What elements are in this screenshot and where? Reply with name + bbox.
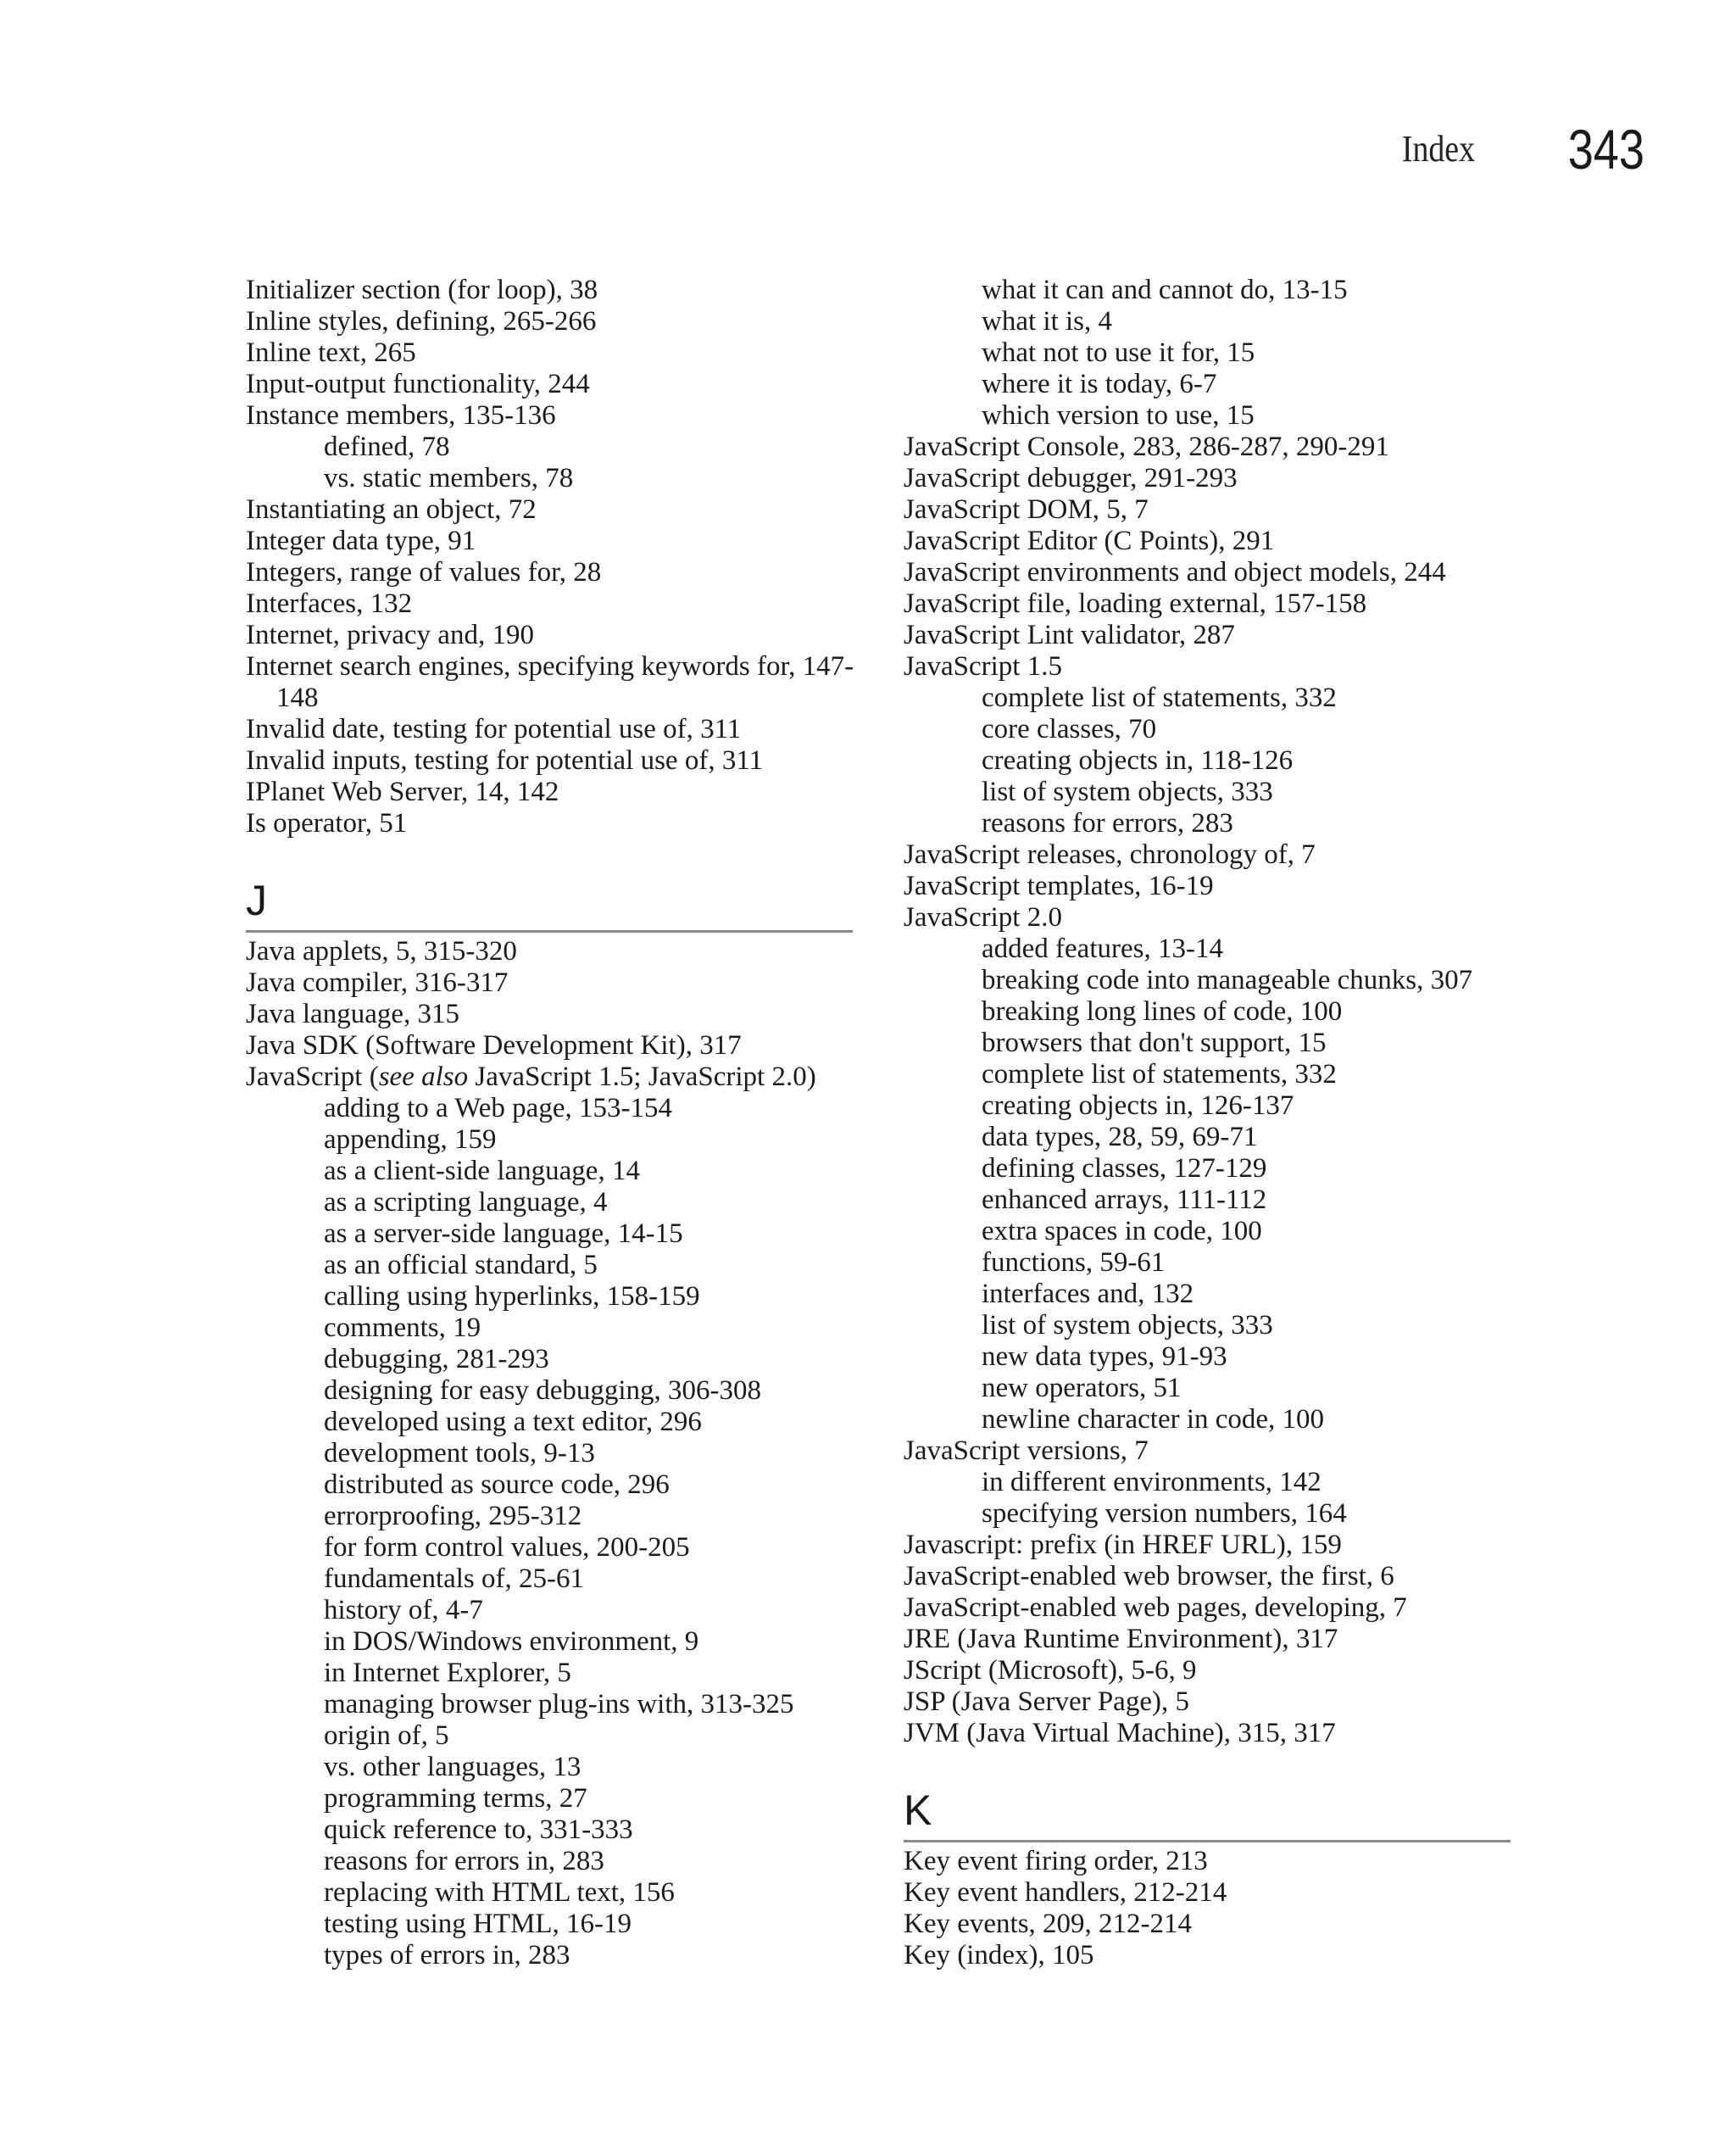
index-entry: JavaScript-enabled web pages, developing, 7	[904, 1592, 1407, 1623]
index-subentry: what it can and cannot do, 13-15	[982, 275, 1348, 305]
index-entry: JSP (Java Server Page), 5	[904, 1686, 1189, 1717]
index-subentry: programming terms, 27	[324, 1783, 587, 1814]
index-subentry: debugging, 281-293	[324, 1344, 549, 1374]
index-entry: Initializer section (for loop), 38	[246, 275, 598, 305]
index-entry: JavaScript Console, 283, 286-287, 290-291	[904, 432, 1389, 462]
index-entry: Key event firing order, 213	[904, 1846, 1208, 1876]
index-subentry: history of, 4-7	[324, 1595, 483, 1625]
index-subentry: enhanced arrays, 111-112	[982, 1184, 1267, 1215]
index-subentry: data types, 28, 59, 69-71	[982, 1122, 1258, 1152]
index-subentry: list of system objects, 333	[982, 777, 1273, 807]
section-letter-j: J	[246, 877, 267, 924]
index-entry: Is operator, 51	[246, 808, 408, 839]
index-entry: JScript (Microsoft), 5-6, 9	[904, 1655, 1197, 1686]
index-subentry: complete list of statements, 332	[982, 683, 1337, 713]
index-subentry: creating objects in, 126-137	[982, 1090, 1294, 1121]
index-subentry: as a scripting language, 4	[324, 1187, 608, 1218]
index-entry: Java SDK (Software Development Kit), 317	[246, 1030, 742, 1061]
section-rule	[246, 930, 853, 933]
index-subentry: in DOS/Windows environment, 9	[324, 1626, 699, 1657]
index-subentry: specifying version numbers, 164	[982, 1498, 1347, 1529]
index-entry: Invalid inputs, testing for potential use of, 311	[246, 745, 764, 776]
index-entry: Java language, 315	[246, 999, 459, 1029]
index-entry: Inline styles, defining, 265-266	[246, 306, 597, 337]
index-subentry: fundamentals of, 25-61	[324, 1564, 585, 1594]
index-entry: JavaScript-enabled web browser, the first, 6	[904, 1561, 1394, 1591]
index-subentry: which version to use, 15	[982, 400, 1255, 431]
index-entry: JavaScript Lint validator, 287	[904, 620, 1235, 650]
index-group-k	[904, 1846, 1514, 1971]
index-subentry: as a server-side language, 14-15	[324, 1218, 683, 1249]
index-subentry: for form control values, 200-205	[324, 1532, 690, 1563]
index-group-j-start	[246, 936, 856, 1062]
index-subentry: calling using hyperlinks, 158-159	[324, 1281, 700, 1312]
index-subentry: comments, 19	[324, 1313, 481, 1343]
index-entry: Key events, 209, 212-214	[904, 1909, 1193, 1939]
index-subentry: managing browser plug-ins with, 313-325	[324, 1689, 794, 1720]
running-head: Index	[1401, 128, 1475, 170]
entry-prefix: JavaScript (	[246, 1062, 379, 1092]
section-heading-k	[904, 1781, 1514, 1842]
index-subentry: reasons for errors, 283	[982, 808, 1233, 839]
index-subentry: vs. other languages, 13	[324, 1752, 581, 1782]
index-entry: JavaScript releases, chronology of, 7	[904, 839, 1316, 870]
index-column-left	[246, 275, 856, 1971]
index-entry: Input-output functionality, 244	[246, 369, 590, 399]
index-entry: JVM (Java Virtual Machine), 315, 317	[904, 1718, 1336, 1748]
index-subentries-javascript	[246, 1093, 856, 1971]
index-entry: Key (index), 105	[904, 1940, 1094, 1970]
index-subentry: developed using a text editor, 296	[324, 1407, 702, 1437]
index-subentry: designing for easy debugging, 306-308	[324, 1375, 761, 1406]
index-subentry: testing using HTML, 16-19	[324, 1909, 632, 1939]
index-entry: Invalid date, testing for potential use of, 311	[246, 714, 742, 744]
index-subentry: replacing with HTML text, 156	[324, 1877, 675, 1908]
index-entry: Java compiler, 316-317	[246, 967, 509, 998]
index-group-i	[246, 275, 856, 839]
index-entry: JavaScript file, loading external, 157-158	[904, 588, 1367, 619]
index-subentry: appending, 159	[324, 1124, 497, 1155]
index-entry: Instantiating an object, 72	[246, 494, 537, 525]
index-entry: JavaScript environments and object models, 244	[904, 557, 1446, 588]
entry-suffix: JavaScript 1.5; JavaScript 2.0)	[468, 1062, 816, 1092]
index-group-j-continued	[904, 275, 1514, 1749]
index-entry: Key event handlers, 212-214	[904, 1877, 1227, 1908]
index-subentry: in different environments, 142	[982, 1467, 1321, 1497]
index-subentry: as an official standard, 5	[324, 1250, 598, 1280]
index-subentry: newline character in code, 100	[982, 1404, 1325, 1435]
index-subentry: new data types, 91-93	[982, 1341, 1227, 1372]
index-subentry: breaking long lines of code, 100	[982, 996, 1343, 1027]
index-entry: JavaScript DOM, 5, 7	[904, 494, 1149, 525]
section-rule	[904, 1840, 1511, 1842]
index-entry: Internet search engines, specifying keywords for, 147-148	[246, 651, 854, 713]
index-subentry: what not to use it for, 15	[982, 337, 1255, 368]
index-subentry: extra spaces in code, 100	[982, 1216, 1262, 1246]
index-entry: IPlanet Web Server, 14, 142	[246, 777, 559, 807]
index-subentry: defining classes, 127-129	[982, 1153, 1267, 1184]
index-subentry: vs. static members, 78	[324, 463, 574, 493]
index-entry: JavaScript debugger, 291-293	[904, 463, 1238, 493]
index-entry-javascript	[246, 1062, 856, 1093]
index-subentry: browsers that don't support, 15	[982, 1028, 1327, 1058]
index-subentry: in Internet Explorer, 5	[324, 1658, 571, 1688]
index-entry: Integer data type, 91	[246, 526, 476, 556]
index-entry: JRE (Java Runtime Environment), 317	[904, 1624, 1338, 1654]
index-subentry: what it is, 4	[982, 306, 1112, 337]
index-entry: JavaScript Editor (C Points), 291	[904, 526, 1275, 556]
index-subentry: new operators, 51	[982, 1373, 1182, 1403]
index-subentry: adding to a Web page, 153-154	[324, 1093, 672, 1123]
index-column-right	[904, 275, 1514, 1971]
index-entry: Inline text, 265	[246, 337, 416, 368]
index-subentry: types of errors in, 283	[324, 1940, 570, 1970]
index-entry: JavaScript 2.0	[904, 902, 1062, 933]
index-subentry: distributed as source code, 296	[324, 1469, 670, 1500]
section-heading-j	[246, 871, 856, 933]
index-subentry: complete list of statements, 332	[982, 1059, 1337, 1090]
index-entry: JavaScript versions, 7	[904, 1435, 1149, 1466]
index-subentry: as a client-side language, 14	[324, 1156, 640, 1186]
index-entry: Internet, privacy and, 190	[246, 620, 534, 650]
index-entry: Java applets, 5, 315-320	[246, 936, 517, 967]
index-subentry: added features, 13-14	[982, 934, 1223, 964]
index-subentry: origin of, 5	[324, 1720, 449, 1751]
index-entry: Instance members, 135-136	[246, 400, 556, 431]
index-subentry: defined, 78	[324, 432, 450, 462]
index-subentry: core classes, 70	[982, 714, 1157, 744]
see-also-reference: see also	[378, 1062, 469, 1092]
index-entry: Javascript: prefix (in HREF URL), 159	[904, 1530, 1342, 1560]
index-subentry: where it is today, 6-7	[982, 369, 1217, 399]
index-subentry: errorproofing, 295-312	[324, 1501, 582, 1531]
index-subentry: development tools, 9-13	[324, 1438, 595, 1469]
index-subentry: reasons for errors in, 283	[324, 1846, 604, 1876]
page-number: 343	[1567, 118, 1644, 181]
index-subentry: list of system objects, 333	[982, 1310, 1273, 1341]
index-entry: Interfaces, 132	[246, 588, 413, 619]
section-letter-k: K	[904, 1786, 932, 1834]
index-subentry: quick reference to, 331-333	[324, 1814, 633, 1845]
index-subentry: functions, 59-61	[982, 1247, 1166, 1278]
index-subentry: interfaces and, 132	[982, 1279, 1194, 1309]
index-subentry: breaking code into manageable chunks, 307	[982, 965, 1473, 995]
index-entry: JavaScript 1.5	[904, 651, 1062, 682]
index-subentry: creating objects in, 118-126	[982, 745, 1294, 776]
index-entry: Integers, range of values for, 28	[246, 557, 602, 588]
index-entry: JavaScript templates, 16-19	[904, 871, 1214, 901]
